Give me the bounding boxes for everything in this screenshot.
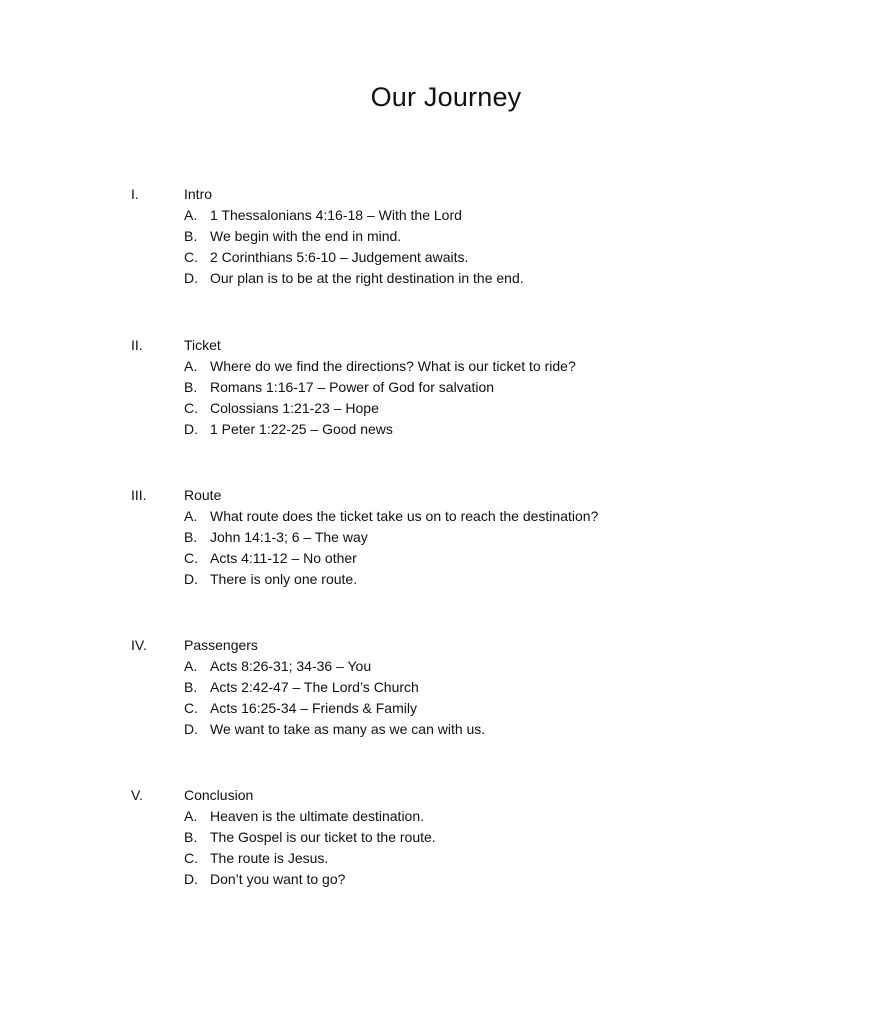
section-numeral: I. (131, 186, 139, 202)
item-letter: A. (184, 207, 198, 223)
outline-item (184, 527, 368, 547)
item-letter: C. (184, 249, 198, 265)
section-numeral: II. (131, 337, 143, 353)
item-text: 1 Thessalonians 4:16-18 – With the Lord (210, 207, 462, 223)
item-text: 2 Corinthians 5:6-10 – Judgement awaits. (210, 249, 469, 265)
item-letter: A. (184, 508, 198, 524)
item-text: Acts 8:26-31; 34-36 – You (210, 658, 372, 674)
item-text: Our plan is to be at the right destination in the end. (210, 270, 524, 286)
section-numeral: IV. (131, 637, 147, 653)
item-text: Romans 1:16-17 – Power of God for salvation (210, 379, 495, 395)
outline-item (184, 506, 598, 526)
item-text: Acts 2:42-47 – The Lord’s Church (210, 679, 419, 695)
item-letter: C. (184, 700, 198, 716)
item-letter: A. (184, 358, 198, 374)
outline-item (184, 398, 379, 418)
item-text: We want to take as many as we can with us. (210, 721, 486, 737)
item-text: Acts 4:11-12 – No other (210, 550, 357, 566)
item-text: We begin with the end in mind. (210, 228, 402, 244)
outline-item (184, 226, 401, 246)
section-heading: Conclusion (184, 787, 254, 803)
outline-item (184, 869, 345, 889)
outline-item (184, 268, 524, 288)
item-text: What route does the ticket take us on to reach the destination? (210, 508, 599, 524)
outline-item (184, 719, 485, 739)
item-letter: C. (184, 550, 198, 566)
section-heading: Route (184, 487, 222, 503)
outline-item (184, 656, 371, 676)
outline-item (184, 698, 417, 718)
outline-item (184, 806, 424, 826)
item-text: Don’t you want to go? (210, 871, 346, 887)
item-letter: B. (184, 379, 198, 395)
item-letter: D. (184, 270, 198, 286)
item-letter: D. (184, 421, 198, 437)
outline-item (184, 377, 494, 397)
item-letter: B. (184, 679, 198, 695)
outline-item (184, 419, 393, 439)
item-text: Heaven is the ultimate destination. (210, 808, 425, 824)
item-letter: C. (184, 400, 198, 416)
item-letter: B. (184, 829, 198, 845)
item-text: The Gospel is our ticket to the route. (210, 829, 436, 845)
item-letter: A. (184, 808, 198, 824)
section-numeral: V. (131, 787, 143, 803)
item-letter: D. (184, 871, 198, 887)
item-letter: A. (184, 658, 198, 674)
section-heading: Intro (184, 186, 213, 202)
outline-item (184, 247, 468, 267)
item-letter: C. (184, 850, 198, 866)
outline-item (184, 848, 328, 868)
item-text: Where do we find the directions? What is our ticket to ride? (210, 358, 576, 374)
outline-item (184, 356, 576, 376)
item-letter: D. (184, 571, 198, 587)
outline-item (184, 827, 436, 847)
item-text: 1 Peter 1:22-25 – Good news (210, 421, 393, 437)
outline-item (184, 677, 419, 697)
item-text: There is only one route. (210, 571, 358, 587)
item-letter: D. (184, 721, 198, 737)
item-text: Colossians 1:21-23 – Hope (210, 400, 379, 416)
item-letter: B. (184, 228, 198, 244)
section-heading: Passengers (184, 637, 258, 653)
document-title: Our Journey (370, 82, 522, 112)
item-text: John 14:1-3; 6 – The way (210, 529, 368, 545)
item-text: Acts 16:25-34 – Friends & Family (210, 700, 417, 716)
item-text: The route is Jesus. (210, 850, 329, 866)
section-numeral: III. (131, 487, 147, 503)
outline-item (184, 569, 357, 589)
section-heading: Ticket (184, 337, 221, 353)
item-letter: B. (184, 529, 198, 545)
outline-item (184, 548, 357, 568)
outline-item (184, 205, 462, 225)
